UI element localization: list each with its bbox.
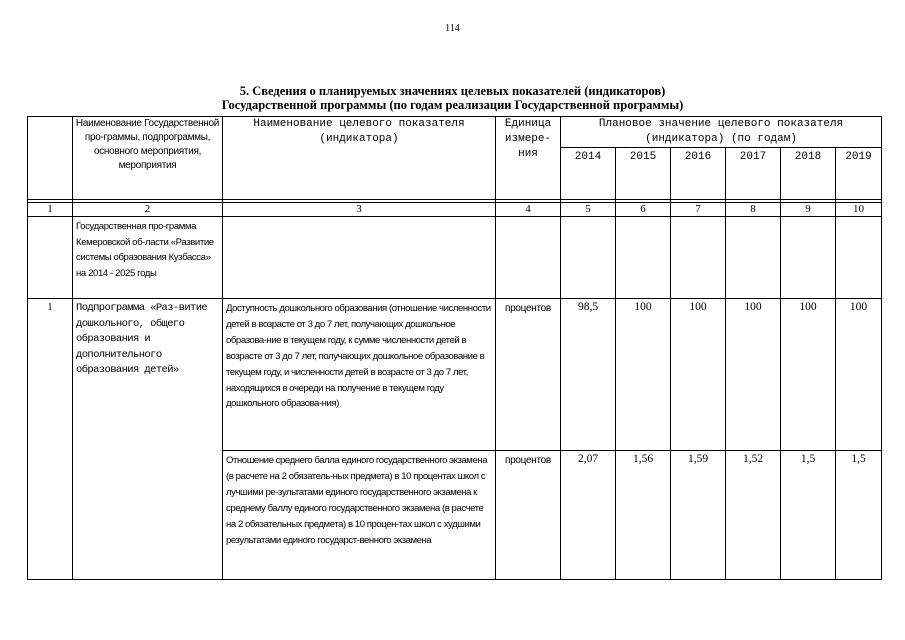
header-indicator-name: Наименование целевого показателя (индикатора): [223, 117, 496, 200]
indicator-value: 1,52: [726, 451, 781, 580]
subprogram-number: 1: [28, 299, 73, 580]
indicator-value: 100: [781, 299, 836, 451]
indicator-value: 1,5: [781, 451, 836, 580]
header-unit: Единица измере-ния: [496, 117, 561, 200]
header-year: 2018: [781, 148, 836, 200]
header-year: 2017: [726, 148, 781, 200]
indicator-value: 2,07: [561, 451, 616, 580]
indicator-value: 1,5: [836, 451, 882, 580]
column-number: 8: [726, 203, 781, 217]
indicator-value: 100: [836, 299, 882, 451]
indicator-value: 100: [726, 299, 781, 451]
subprogram-name: Подпрограмма «Раз-витие дошкольного, общего образования и дополнительного образования детей»: [73, 299, 223, 580]
indicator-value: 100: [616, 299, 671, 451]
program-row: [28, 217, 882, 299]
column-number: 6: [616, 203, 671, 217]
page-title: [0, 84, 905, 112]
header-year: 2019: [836, 148, 882, 200]
program-name: Государственная про-грамма Кемеровской об-ласти «Развитие системы образования Кузбасса» на 2014 - 2025 годы: [73, 217, 223, 299]
indicator-name: Отношение среднего балла единого государственного экзамена (в расчете на 2 обязатель-ных предмета) в 10 процентах школ с лучшими ре-зультатами единого государственного экзамена к среднему баллу единого государственного экзамена (в расчете на 2 обязательных предмета) в 10 процен-тах школ с худшими результатами единого государст-венного экзамена: [223, 451, 496, 580]
header-row-1: [28, 117, 882, 148]
indicator-row: [28, 299, 882, 451]
page-number: 114: [445, 23, 460, 34]
column-number: 10: [836, 203, 882, 217]
indicator-name: Доступность дошкольного образования (отношение численности детей в возрасте от 3 до 7 лет, получающих дошкольное образова-ние в текущем году, к сумме численности детей в возрасте от 3 до 7 лет, получающих дошкольное образование в текущем году, и численности детей в возрасте от 3 до 7 лет, находящихся в очереди на получение в текущем году дошкольного образова-ния): [223, 299, 496, 451]
column-number: 1: [28, 203, 73, 217]
title-line-2: Государственной программы (по годам реализации Государственной программы): [221, 98, 684, 112]
column-number: 9: [781, 203, 836, 217]
column-number: 2: [73, 203, 223, 217]
column-number: 3: [223, 203, 496, 217]
indicator-value: 1,56: [616, 451, 671, 580]
header-year: 2016: [671, 148, 726, 200]
header-program-name: Наименование Государственной про-граммы, подпрограммы, основного мероприятия, мероприятия: [73, 117, 223, 200]
header-year: 2014: [561, 148, 616, 200]
indicator-value: 100: [671, 299, 726, 451]
title-line-1: 5. Сведения о планируемых значениях целевых показателей (индикаторов): [239, 84, 666, 98]
indicator-value: 1,59: [671, 451, 726, 580]
header-empty-cell: [28, 117, 73, 200]
column-number: 5: [561, 203, 616, 217]
indicator-unit: процентов: [496, 299, 561, 451]
header-year: 2015: [616, 148, 671, 200]
column-number: 4: [496, 203, 561, 217]
indicator-unit: процентов: [496, 451, 561, 580]
column-number-row: [28, 203, 882, 217]
column-number: 7: [671, 203, 726, 217]
indicator-value: 98,5: [561, 299, 616, 451]
header-planned-value: Плановое значение целевого показателя (индикатора) (по годам): [561, 117, 882, 148]
indicators-table: [27, 116, 882, 580]
